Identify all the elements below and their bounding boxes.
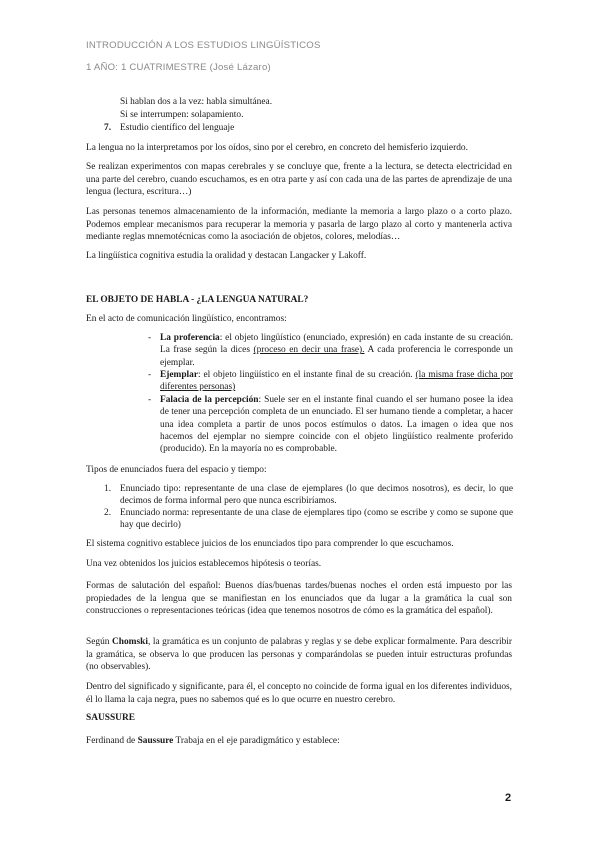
text-line: Si hablan dos a la vez: habla simultánea. [120,97,273,107]
paragraph [86,636,512,674]
definition: : el objeto lingüístico (enunciado, expresión) en cada instante de su creación. La frase según la dices [160,333,514,356]
author-name: Saussure [137,736,174,746]
paragraph: Tipos de enunciados fuera del espacio y tiempo: [86,465,267,475]
bullet-item [160,369,513,394]
bullet-marker: - [148,395,152,405]
list-item-text: Enunciado norma: representante de una clase de ejemplares tipo (como se escribe y como se supone que hay que decirlo) [120,508,513,531]
text: Ferdinand de [86,736,138,746]
paragraph: Dentro del significado y significante, para él, el concepto no coincide de forma igual en los diferentes individuos, él lo llama la caja negra, pues no sabemos qué es lo que ocurre en nuestro cerebro. [86,682,512,705]
list-number: 7. [104,123,112,133]
underlined-note: (la misma frase dicha por diferentes personas) [160,370,513,393]
term: La proferencia [160,333,220,343]
underlined-note: (proceso en decir una frase). [253,345,365,356]
paragraph: La lingüística cognitiva estudia la oralidad y destacan Langacker y Lakoff. [86,251,367,261]
list-item-text: Estudio científico del lenguaje [120,123,235,133]
bullet-item [160,332,513,369]
paragraph: El sistema cognitivo establece juicios de los enunciados tipo para comprender lo que escuchamos. [86,539,454,549]
paragraph: Se realizan experimentos con mapas cerebrales y se concluye que, frente a la lectura, se detecta electricidad en una parte del cerebro, cuando escuchamos, es en otra parte y así con cada una de las partes de aprendizaje de una lengua (lectura, escritura…) [86,162,512,198]
paragraph: Las personas tenemos almacenamiento de la información, mediante la memoria a largo plazo o a corto plazo. Podemos emplear mecanismos para recuperar la memoria y pasarla de largo plazo al corto y mantenerla activa mediante reglas mnemotécnicas como la asociación de objetos, colores, melodías… [86,207,512,243]
paragraph: La lengua no la interpretamos por los oídos, sino por el cerebro, en concreto del hemisferio izquierdo. [86,143,468,153]
term: Ejemplar [160,370,199,380]
definition: A cada proferencia le corresponde un ejemplar. [160,345,513,368]
text: Según [86,637,112,647]
definition: : el objeto lingüístico en el instante final de su creación. [198,370,416,380]
text-line: Si se interrumpen: solapamiento. [120,110,244,120]
course-header: INTRODUCCIÓN A LOS ESTUDIOS LINGÜÍSTICOS [86,40,321,51]
term: Falacia de la percepción [160,395,259,405]
definition: : Suele ser en el instante final cuando el ser humano posee la idea de tener una percepción completa de un enunciado. El ser humano tiende a completar, a hacer una idea completa a partir de unos pocos estímulos o datos. La imagen o idea que nos hacemos del ejemplar no siempre coincide con el objeto lingüístico realmente proferido (producido). En la mayoría no es comprobable. [160,395,513,455]
paragraph [86,735,512,748]
author-name: Chomski [112,637,148,647]
page-number: 2 [505,792,512,804]
bullet-marker: - [148,370,152,380]
list-number: 1. [104,484,112,494]
section-heading: EL OBJETO DE HABLA - ¿LA LENGUA NATURAL? [86,295,309,305]
paragraph: En el acto de comunicación lingüístico, encontramos: [86,314,287,324]
list-number: 2. [104,508,112,518]
bullet-item [160,394,513,455]
list-item-text: Enunciado tipo: representante de una clase de ejemplares (lo que decimos nosotros), es decir, lo que decimos de forma informal pero que nunca escribiríamos. [120,484,513,507]
text: Trabaja en el eje paradigmático y establece: [173,736,340,746]
paragraph: Una vez obtenidos los juicios establecemos hipótesis o teorías. [86,559,322,569]
section-heading: SAUSSURE [86,713,135,723]
text: , la gramática es un conjunto de palabras y reglas y se debe explicar formalmente. Para describir la gramática, se observa lo que producen las personas y comparándolas se pueden intuir estructuras profundas (no observables). [86,637,513,673]
paragraph: Formas de salutación del español: Buenos días/buenas tardes/buenas noches el orden está impuesto por las propiedades de la lengua que se manifiestan en los enunciados que da lugar a la gramática la cual son construcciones o representaciones teóricas (idea que tenemos nosotros de cómo es la gramática del español). [86,581,512,617]
course-subheader: 1 AÑO: 1 CUATRIMESTRE (José Lázaro) [86,62,271,73]
bullet-marker: - [148,333,152,343]
